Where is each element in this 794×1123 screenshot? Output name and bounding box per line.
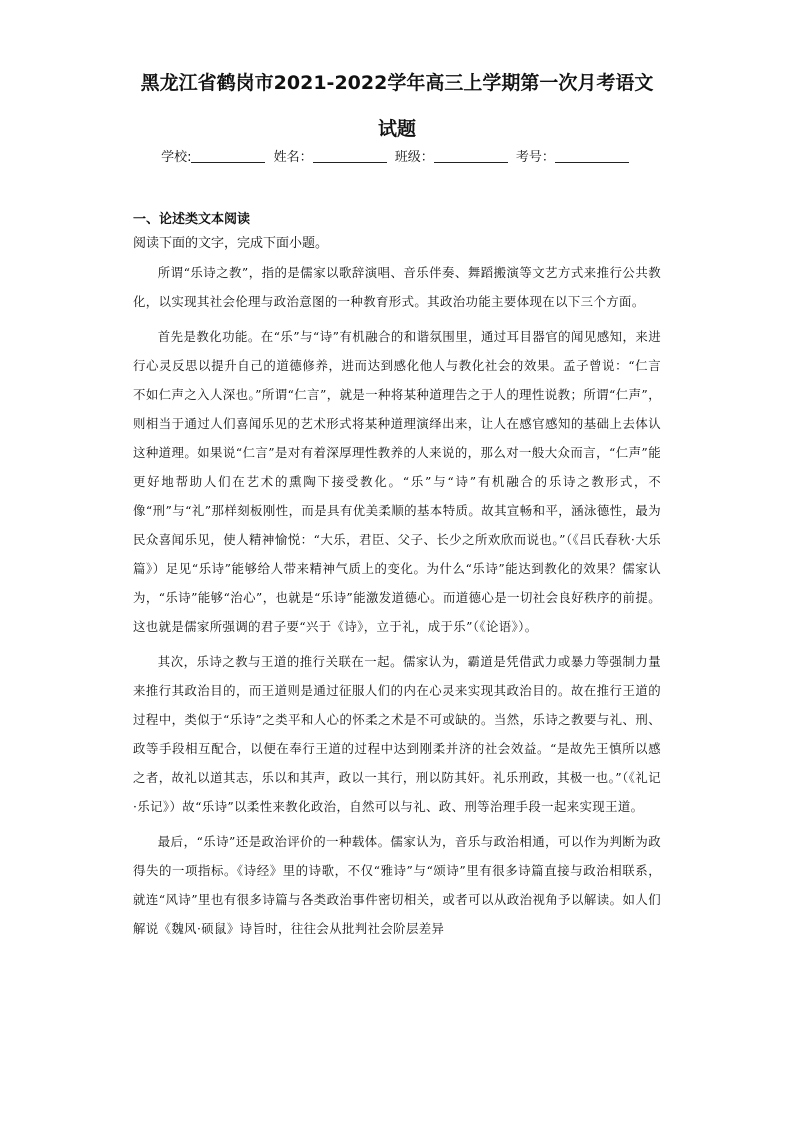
name-label: 姓名： xyxy=(273,150,313,165)
passage-body xyxy=(133,258,661,949)
school-label: 学校: xyxy=(161,150,192,165)
class-label: 班级： xyxy=(394,150,434,165)
instruction-text: 阅读下面的文字，完成下面小题。 xyxy=(133,236,329,251)
class-blank[interactable] xyxy=(434,148,508,163)
passage-paragraph-4: 最后，“乐诗”还是政治评价的一种载体。儒家认为，音乐与政治相通，可以作为判断为政得失的一项指标。《诗经》里的诗歌，不仅“雅诗”与“颂诗”里有很多诗篇直接与政治相联系，就连“风诗”里也有很多诗篇与各类政治事件密切相关，或者可以从政治视角予以解读。如人们解说《魏风·硕鼠》诗旨时，往往会从批判社会阶层差异 xyxy=(133,834,661,936)
page-title-continued: 试题 xyxy=(377,118,416,140)
passage-paragraph-3: 其次，乐诗之教与王道的推行关联在一起。儒家认为，霸道是凭借武力或暴力等强制力量来推行其政治目的，而王道则是通过征服人们的内在心灵来实现其政治目的。故在推行王道的过程中，类似于“乐诗”之类平和人心的怀柔之术是不可或缺的。当然，乐诗之教要与礼、刑、政等手段相互配合，以便在奉行王道的过程中达到刚柔并济的社会效益。“是故先王慎所以感之者，故礼以道其志，乐以和其声，政以一其行，刑以防其奸。礼乐刑政，其极一也。”（《礼记·乐记》）故“乐诗”以柔性来教化政治，自然可以与礼、政、刑等治理手段一起来实现王道。 xyxy=(133,654,661,814)
number-label: 考号： xyxy=(515,150,555,165)
number-blank[interactable] xyxy=(555,148,629,163)
passage-paragraph-1: 所谓“乐诗之教”，指的是儒家以歌辞演唱、音乐伴奏、舞蹈搬演等文艺方式来推行公共教化，以实现其社会伦理与政治意图的一种教育形式。其政治功能主要体现在以下三个方面。 xyxy=(133,265,661,309)
school-blank[interactable] xyxy=(191,148,265,163)
page-title: 黑龙江省鹤岗市2021-2022学年高三上学期第一次月考语文 xyxy=(140,72,654,94)
section-heading: 一、论述类文本阅读 xyxy=(133,212,251,227)
passage-paragraph-2: 首先是教化功能。在“乐”与“诗”有机融合的和谐氛围里，通过耳目器官的闻见感知，来进行心灵反思以提升自己的道德修养，进而达到感化他人与教化社会的效果。孟子曾说：“仁言不如仁声之入人深也。”所谓“仁言”，就是一种将某种道理告之于人的理性说教；所谓“仁声”，则相当于通过人们喜闻乐见的艺术形式将某种道理演绎出来，让人在感官感知的基础上去体认这种道理。如果说“仁言”是对有着深厚理性教养的人来说的，那么对一般大众而言，“仁声”能更好地帮助人们在艺术的熏陶下接受教化。“乐”与“诗”有机融合的乐诗之教形式，不像“刑”与“礼”那样刻板刚性，而是具有优美柔顺的基本特质。故其宣畅和平，涵泳德性，最为民众喜闻乐见，使人精神愉悦：“大乐，君臣、父子、长少之所欢欣而说也。”（《吕氏春秋·大乐篇》）足见“乐诗”能够给人带来精神气质上的变化。为什么“乐诗”能达到教化的效果？儒家认为，“乐诗”能够“治心”，也就是“乐诗”能激发道德心。而道德心是一切社会良好秩序的前提。这也就是儒家所强调的君子要“兴于《诗》，立于礼，成于乐”（《论语》）。 xyxy=(133,329,661,634)
student-info-line xyxy=(0,146,794,165)
name-blank[interactable] xyxy=(313,148,387,163)
